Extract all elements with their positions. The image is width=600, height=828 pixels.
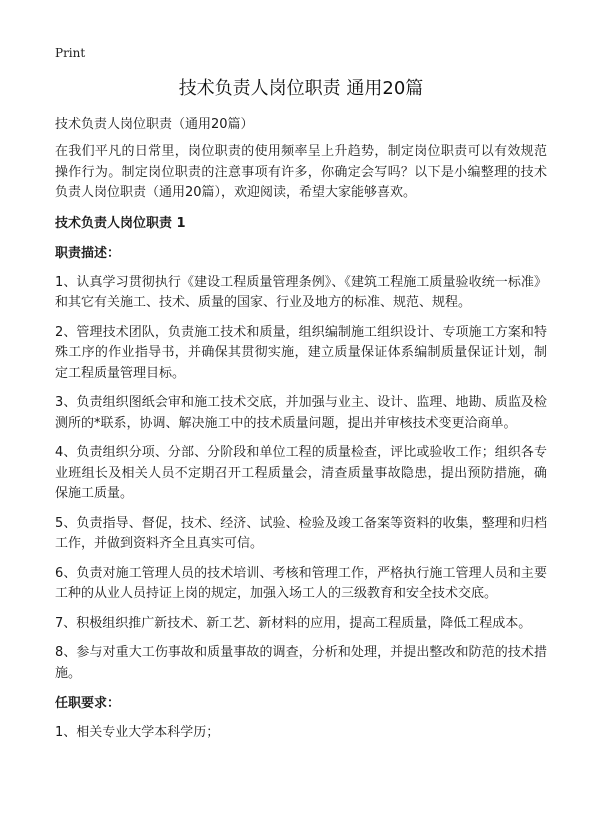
duties-label: 职责描述： <box>55 245 121 261</box>
requirements-label: 任职要求： <box>55 696 121 711</box>
document-body <box>55 76 547 753</box>
section-heading: 技术负责人岗位职责 1 <box>55 215 186 231</box>
document-subtitle: 技术负责人岗位职责（通用20篇） <box>55 117 254 132</box>
duty-item: 3、负责组织图纸会审和施工技术交底，并加强与业主、设计、监理、地勘、质监及检测所的*联系，协调、解决施工中的技术质量问题，提出并审核技术变更洽商单。 <box>55 395 547 431</box>
duty-item: 8、参与对重大工伤事故和质量事故的调查，分析和处理，并提出整改和防范的技术措施。 <box>55 645 547 681</box>
duty-list <box>55 273 547 685</box>
duty-item: 6、负责对施工管理人员的技术培训、考核和管理工作，严格执行施工管理人员和主要工种的从业人员持证上岗的规定，加强入场工人的三级教育和安全技术交底。 <box>55 565 547 601</box>
duty-item: 4、负责组织分项、分部、分阶段和单位工程的质量检查，评比或验收工作；组织各专业班组长及相关人员不定期召开工程质量会，清查质量事故隐患，提出预防措施，确保施工质量。 <box>55 445 547 501</box>
duty-item: 5、负责指导、督促，技术、经济、试验、检验及竣工备案等资料的收集，整理和归档工作，并做到资料齐全且真实可信。 <box>55 515 547 551</box>
requirements-list <box>55 723 547 744</box>
intro-paragraph: 在我们平凡的日常里，岗位职责的使用频率呈上升趋势，制定岗位职责可以有效规范操作行为。制定岗位职责的注意事项有许多，你确定会写吗？以下是小编整理的技术负责人岗位职责（通用20篇），欢迎阅读，希望大家能够喜欢。 <box>55 144 547 200</box>
print-link[interactable]: Print <box>55 46 86 60</box>
document-title: 技术负责人岗位职责 通用20篇 <box>178 78 424 99</box>
duty-item: 7、积极组织推广新技术、新工艺、新材料的应用，提高工程质量，降低工程成本。 <box>55 615 532 631</box>
duty-item: 1、认真学习贯彻执行《建设工程质量管理条例》、《建筑工程施工质量验收统一标准》和其它有关施工、技术、质量的国家、行业及地方的标准、规范、规程。 <box>55 274 547 310</box>
requirement-item: 1、相关专业大学本科学历； <box>55 725 220 740</box>
duty-item: 2、管理技术团队，负责施工技术和质量，组织编制施工组织设计、专项施工方案和特殊工序的作业指导书，并确保其贯彻实施，建立质量保证体系编制质量保证计划，制定工程质量管理目标。 <box>55 324 547 381</box>
